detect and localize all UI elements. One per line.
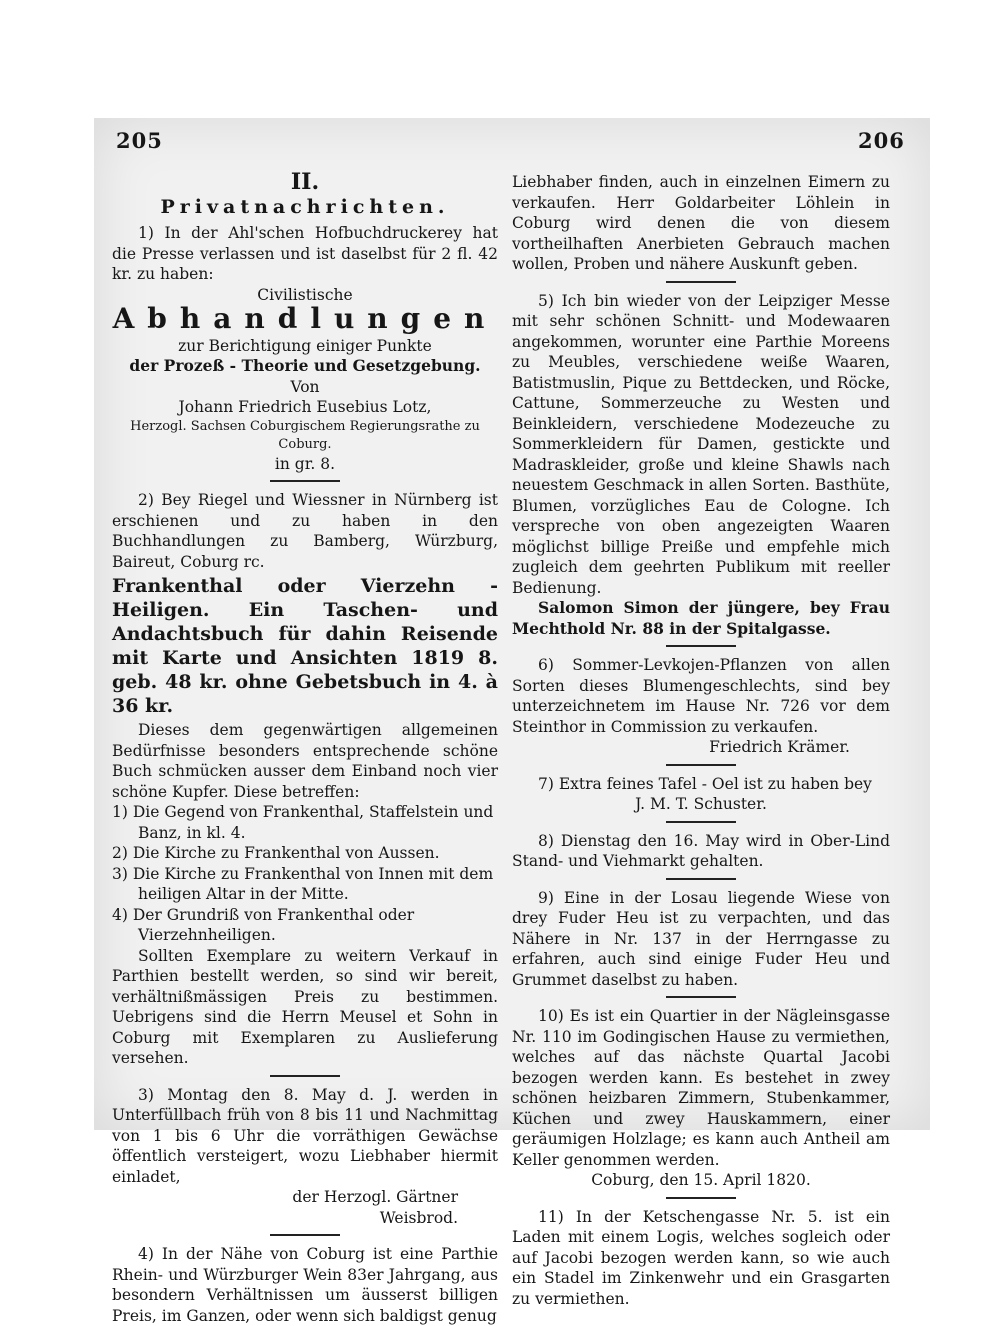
notice-6-text: 6) Sommer-Levkojen-Pflanzen von allen Sorten dieses Blumengeschlechts, sind bey unterzeichnetem im Hause Nr. 726 vor dem Steinthor in Commission zu verkaufen.	[512, 656, 890, 736]
notice-7-signature: J. M. T. Schuster.	[635, 795, 767, 813]
notice-2-description: Dieses dem gegenwärtigen allgemeinen Bedürfnisse besonders entsprechende schöne Buch schmücken ausser dem Einband noch vier schöne Kupfer. Diese betreffen:	[112, 721, 498, 801]
notice-5-text: 5) Ich bin wieder von der Leipziger Messe mit sehr schönen Schnitt- und Modewaaren angekommen, worunter eine Parthie Moreens zu Meubles, verschiedene weiße Waaren, Batistmuslin, Pique zu Bettdecken, und Röcke, Cattune, Sommerzeuche zu Westen und Beinkleidern, verschiedene Modezeuche zu Sommerkleidern für Damen, gestickte und Madraskleider, große und kleine Shawls nach neuestem Geschmack in allen Sorten. Basthüte, Blumen, vorzügliches Eau de Cologne. Ich verspreche von oben angezeigten Waaren möglichst billige Preiße und empfehle mich zugleich dem geehrten Publikum mit reeller Bedienung.	[512, 291, 890, 597]
left-column	[112, 169, 498, 1326]
notice-2-title: Frankenthal oder Vierzehn - Heiligen. Ein Taschen- und Andachtsbuch für dahin Reisende mit Karte und Ansichten 1819 8. geb. 48 kr. ohne Gebetsbuch in 4. à 36 kr.	[112, 575, 498, 717]
right-column	[512, 172, 890, 1309]
page-number-left: 205	[116, 128, 163, 153]
section-title: Privatnachrichten.	[160, 195, 450, 218]
book-subtitle-1: zur Berichtigung einiger Punkte	[178, 336, 432, 355]
notice-2-outro: Sollten Exemplare zu weitern Verkauf in Parthien bestellt werden, so sind wir bereit, verhältnißmässigen Preis zu bestimmen. Uebrigens sind die Herrn Meusel et Sohn in Coburg mit Exemplaren zu Auslieferung versehen.	[112, 946, 498, 1067]
divider	[666, 878, 736, 880]
divider	[666, 1197, 736, 1199]
book-prefix: Civilistische	[257, 285, 353, 304]
notice-1-intro: 1) In der Ahl'schen Hofbuchdruckerey hat die Presse verlassen und ist daselbst für 2 fl. 42 kr. zu haben:	[112, 224, 498, 283]
notice-3-signature-1: der Herzogl. Gärtner	[292, 1188, 458, 1206]
book-subtitle-2: der Prozeß - Theorie und Gesetzgebung.	[129, 356, 481, 375]
divider	[270, 1075, 340, 1077]
notice-11-text: 11) In der Ketschengasse Nr. 5. ist ein Laden mit einem Logis, welches sogleich oder auf Jacobi bezogen werden kann, so wie auch ein Stadel im Zinkenwehr und ein Grasgarten zu vermiethen.	[512, 1207, 890, 1308]
book-von: Von	[290, 377, 320, 396]
list-item: 1) Die Gegend von Frankenthal, Staffelstein und Banz, in kl. 4.	[112, 803, 494, 842]
book-author-title: Herzogl. Sachsen Coburgischem Regierungsrathe zu Coburg.	[130, 418, 480, 452]
notice-4-text: 4) In der Nähe von Coburg ist eine Parthie Rhein- und Würzburger Wein 83er Jahrgang, aus besondern Verhältnissen um äusserst billigen Preis, im Ganzen, oder wenn sich baldigst genug	[112, 1245, 498, 1325]
divider	[270, 480, 340, 482]
notice-10-date: Coburg, den 15. April 1820.	[591, 1171, 811, 1189]
notice-10-text: 10) Es ist ein Quartier in der Nägleinsgasse Nr. 110 im Godingischen Hause zu vermiethen, welches auf das nächste Quartal Jacobi bezogen werden kann. Es bestehet in zwey schönen heizbaren Zimmern, Stubenkammer, Küchen und zwey Hauskammern, einer geräumigen Holzlage; es kann auch Antheil am Keller genommen werden.	[512, 1007, 890, 1169]
book-author: Johann Friedrich Eusebius Lotz,	[178, 398, 432, 416]
list-item: 3) Die Kirche zu Frankenthal von Innen mit dem heiligen Altar in der Mitte.	[112, 864, 494, 903]
section-number: II.	[290, 169, 320, 195]
notice-9-text: 9) Eine in der Losau liegende Wiese von drey Fuder Heu ist zu verpachten, und das Nähere in Nr. 137 in der Herrngasse zu erfahren, auch sind einige Fuder Heu und Grummet daselbst zu haben.	[512, 888, 890, 989]
divider	[666, 764, 736, 766]
divider	[666, 281, 736, 283]
notice-6-signature: Friedrich Krämer.	[709, 738, 850, 756]
list-item: 2) Die Kirche zu Frankenthal von Aussen.	[112, 844, 440, 862]
page-number-right: 206	[858, 128, 905, 153]
divider	[666, 645, 736, 647]
notice-4-continued: Liebhaber finden, auch in einzelnen Eimern zu verkaufen. Herr Goldarbeiter Löhlein in Coburg wird denen die von diesem vortheilhaften Anerbieten Gebrauch machen wollen, Proben und nähere Auskunft geben.	[512, 173, 890, 273]
divider	[270, 1234, 340, 1236]
notice-8-text: 8) Dienstag den 16. May wird in Ober-Lind Stand- und Viehmarkt gehalten.	[512, 831, 890, 870]
notice-5-signature: Salomon Simon der jüngere, bey Frau Mechthold Nr. 88 in der Spitalgasse.	[512, 598, 890, 638]
book-format: in gr. 8.	[274, 454, 336, 473]
list-item: 4) Der Grundriß von Frankenthal oder Vierzehnheiligen.	[112, 905, 415, 944]
notice-2-text: 2) Bey Riegel und Wiessner in Nürnberg ist erschienen und zu haben in den Buchhandlungen zu Bamberg, Würzburg, Baireut, Coburg rc.	[112, 491, 498, 571]
notice-3-signature-2: Weisbrod.	[379, 1208, 458, 1227]
notice-7-text: 7) Extra feines Tafel - Oel ist zu haben bey	[538, 774, 872, 793]
book-title: Abhandlungen	[112, 302, 498, 335]
divider	[666, 996, 736, 998]
divider	[666, 821, 736, 823]
notice-3-text: 3) Montag den 8. May d. J. werden in Unterfüllbach früh von 8 bis 11 und Nachmittag von 1 bis 6 Uhr die vorräthigen Gewächse öffentlich versteigert, wozu Liebhaber hiermit einladet,	[112, 1085, 498, 1186]
